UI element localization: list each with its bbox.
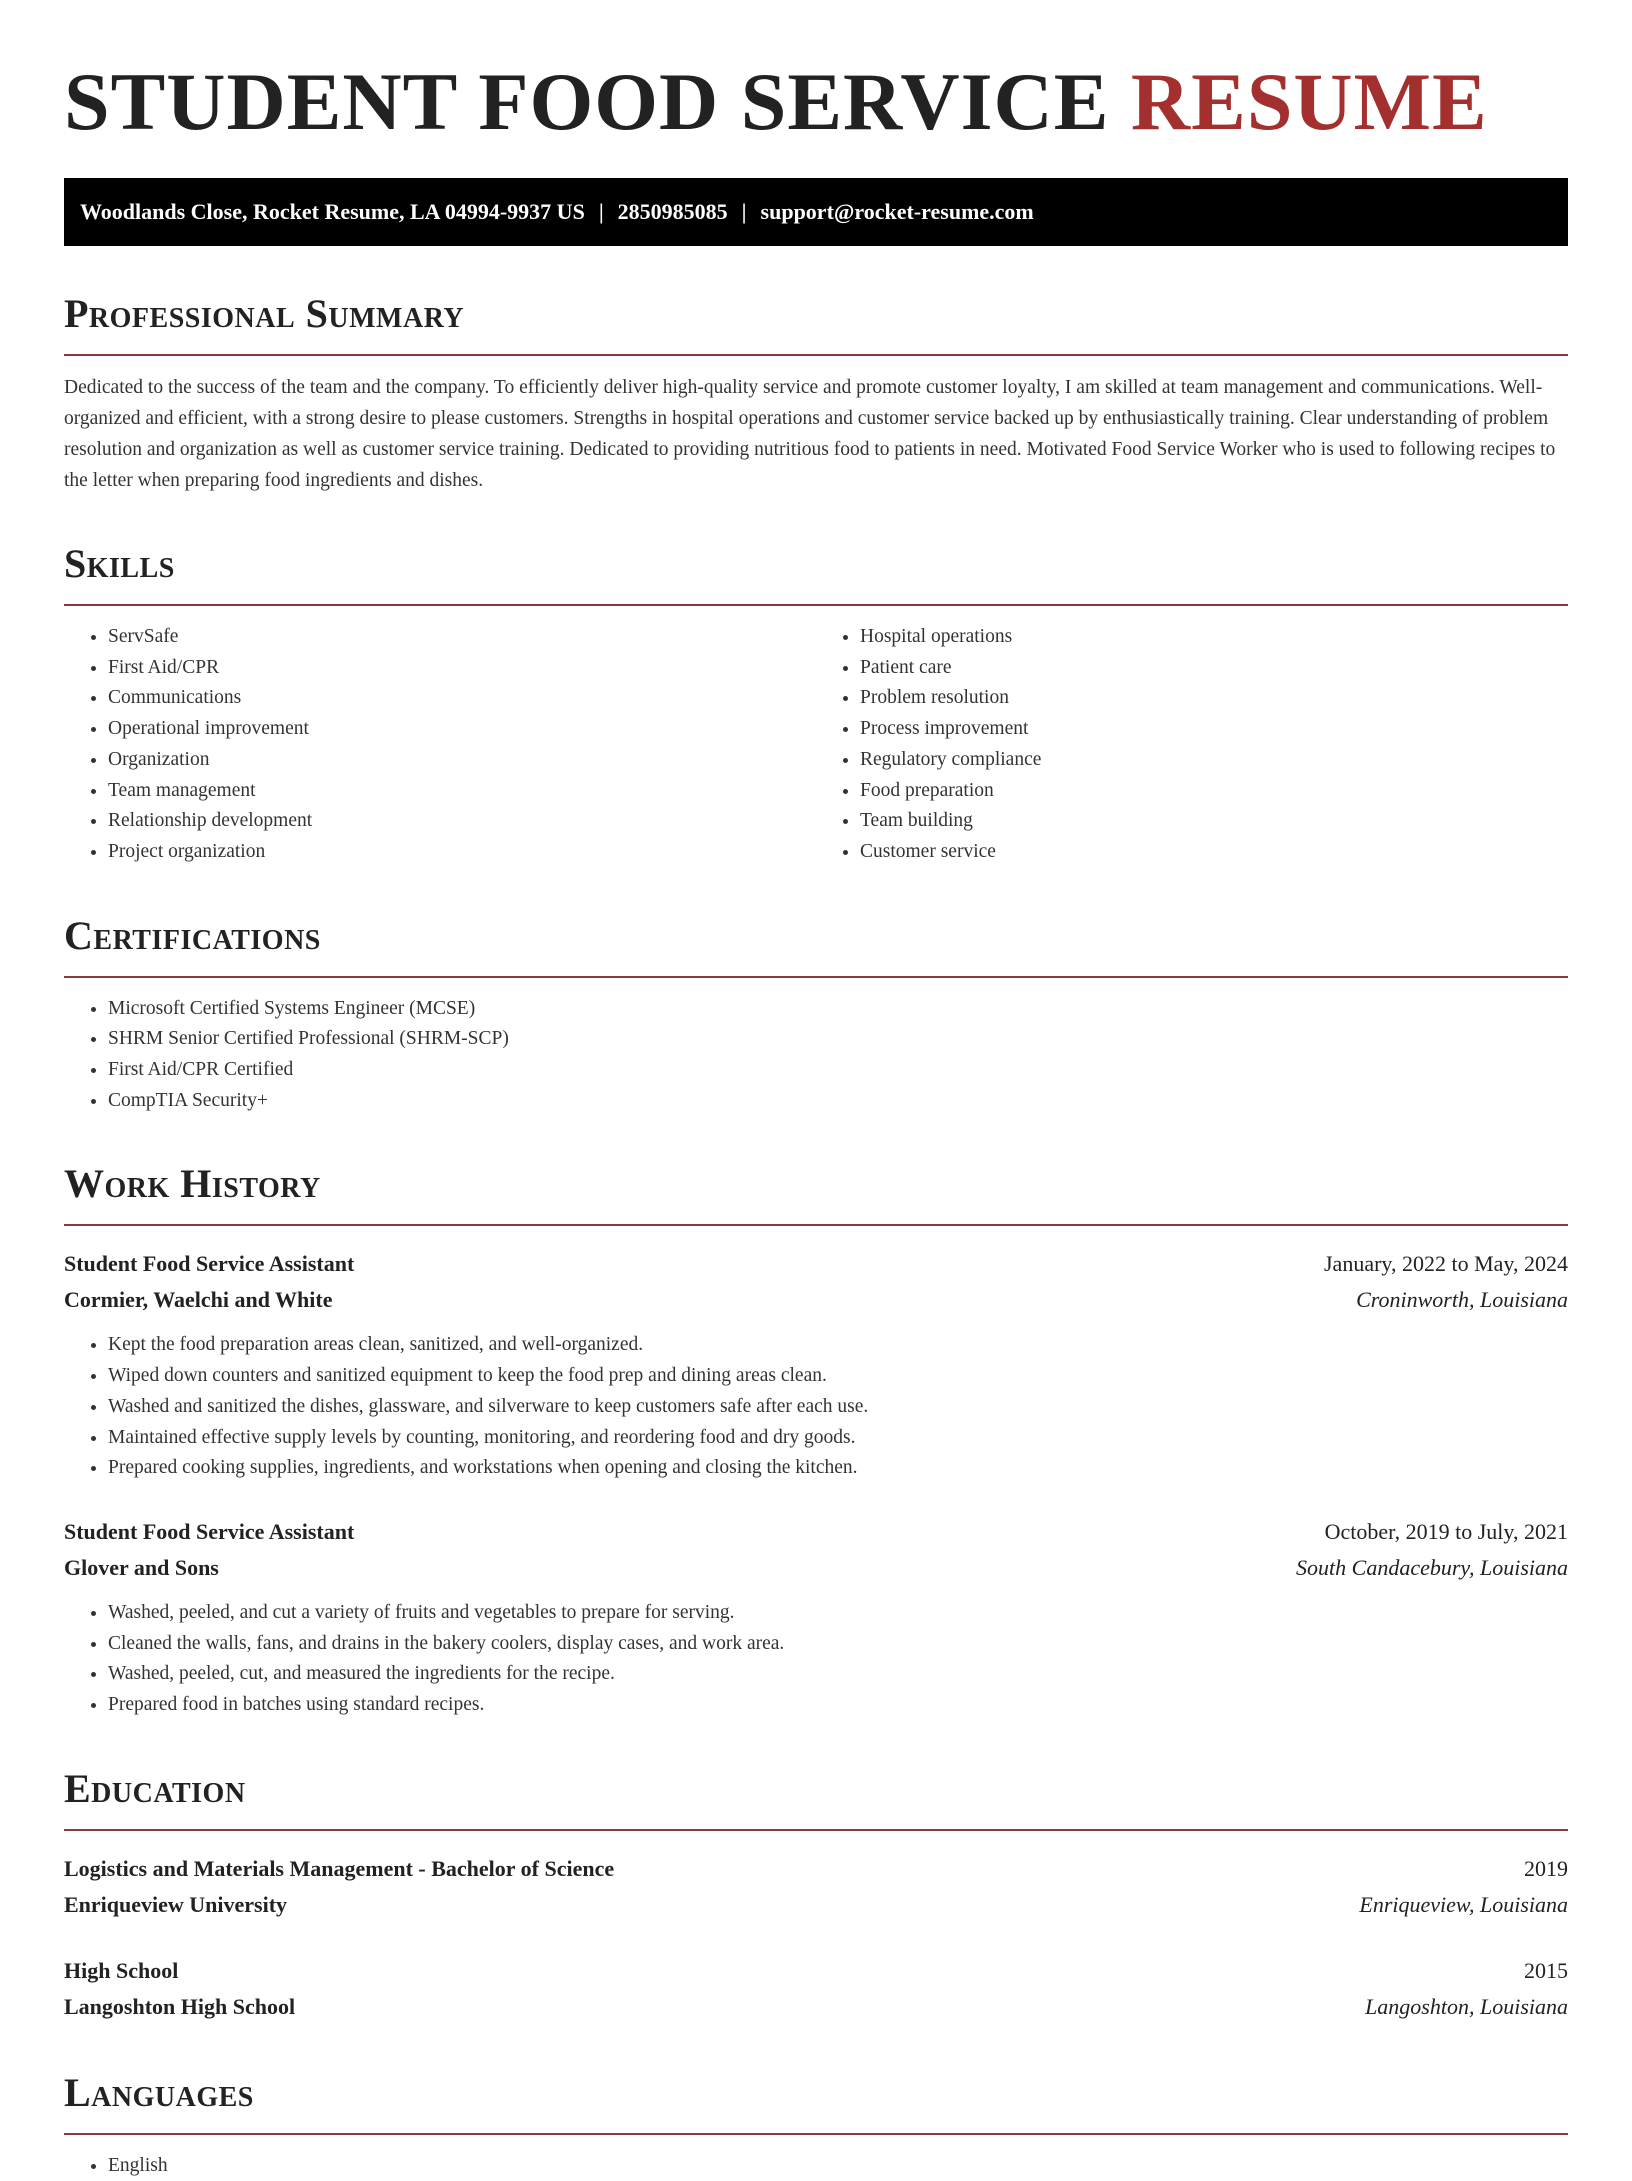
section-divider (64, 1829, 1568, 1831)
education-degree-row (64, 1953, 1568, 1989)
contact-email[interactable]: support@rocket-resume.com (760, 199, 1034, 224)
languages-list (64, 2151, 1568, 2181)
languages-heading: Languages (64, 2069, 254, 2115)
education-year: 2019 (1524, 1855, 1568, 1881)
skills-list (64, 606, 1568, 868)
skill-item: • Regulatory compliance (860, 745, 1568, 776)
skill-item: • Team building (860, 806, 1568, 837)
job-duty-item: • Kept the food preparation areas clean, sanitized, and well-organized. (108, 1330, 1568, 1361)
skill-item: • Problem resolution (860, 683, 1568, 714)
education-degree: High School (64, 1957, 179, 1983)
language-item: • English (108, 2151, 1568, 2181)
job-duties-list (64, 1598, 1568, 1721)
job-company: Cormier, Waelchi and White (64, 1287, 333, 1313)
job-duty-item: • Prepared cooking supplies, ingredients, and workstations when opening and closing the kitchen. (108, 1453, 1568, 1484)
contact-phone: 2850985085 (617, 199, 728, 224)
skill-item: • Organization (108, 745, 816, 776)
certification-item: • CompTIA Security+ (108, 1086, 1568, 1117)
skill-item: • Hospital operations (860, 622, 1568, 653)
education-school-row (64, 1887, 1568, 1923)
job-duty-item: • Maintained effective supply levels by counting, monitoring, and reordering food and dry goods. (108, 1423, 1568, 1454)
job-entry (64, 1246, 1568, 1484)
certifications-heading: Certifications (64, 912, 321, 958)
skill-item: • Relationship development (108, 806, 816, 837)
job-duty-item: • Washed, peeled, and cut a variety of fruits and vegetables to prepare for serving. (108, 1598, 1568, 1629)
skill-item: • Project organization (108, 837, 816, 868)
certification-item: • Microsoft Certified Systems Engineer (MCSE) (108, 994, 1568, 1025)
education-school: Langoshton High School (64, 1993, 296, 2019)
job-duty-item: • Washed, peeled, cut, and measured the ingredients for the recipe. (108, 1659, 1568, 1690)
job-company-row (64, 1282, 1568, 1318)
job-company-row (64, 1550, 1568, 1586)
job-title: Student Food Service Assistant (64, 1251, 355, 1277)
work-history-heading: Work History (64, 1161, 321, 1207)
skill-item: • Food preparation (860, 776, 1568, 807)
summary-text: Dedicated to the success of the team and the company. To efficiently deliver high-quality service and promote customer loyalty, I am skilled at team management and communications. Well-organized and efficient, with a strong desire to please customers. Strengths in hospital operations and customer service backed up by enthusiastically training. Clear understanding of problem resolution and organization as well as customer service training. Dedicated to providing nutritious food to patients in need. Motivated Food Service Worker who is used to following recipes to the letter when preparing food ingredients and dishes. (64, 377, 1556, 491)
skill-item: • Team management (108, 776, 816, 807)
skills-column-right (816, 622, 1568, 868)
certification-item: • SHRM Senior Certified Professional (SHRM-SCP) (108, 1024, 1568, 1055)
job-duty-item: • Wiped down counters and sanitized equipment to keep the food prep and dining areas clean. (108, 1361, 1568, 1392)
job-location: Croninworth, Louisiana (1356, 1287, 1568, 1313)
education-degree-row (64, 1851, 1568, 1887)
job-duty-item: • Prepared food in batches using standard recipes. (108, 1690, 1568, 1721)
job-dates: October, 2019 to July, 2021 (1324, 1518, 1568, 1544)
job-duty-item: • Cleaned the walls, fans, and drains in the bakery coolers, display cases, and work area. (108, 1629, 1568, 1660)
education-entry (64, 1851, 1568, 1923)
education-location: Enriqueview, Louisiana (1359, 1891, 1568, 1917)
education-year: 2015 (1524, 1957, 1568, 1983)
certification-item: • First Aid/CPR Certified (108, 1055, 1568, 1086)
job-header-row (64, 1246, 1568, 1282)
section-divider (64, 976, 1568, 978)
education-location: Langoshton, Louisiana (1365, 1993, 1568, 2019)
skill-item: • First Aid/CPR (108, 653, 816, 684)
job-duty-item: • Washed and sanitized the dishes, glassware, and silverware to keep customers safe after each use. (108, 1392, 1568, 1423)
job-location: South Candacebury, Louisiana (1296, 1554, 1568, 1580)
skill-item: • Operational improvement (108, 714, 816, 745)
education-school-row (64, 1989, 1568, 2025)
contact-separator: | (598, 199, 604, 224)
section-divider (64, 2133, 1568, 2135)
skills-heading: Skills (64, 541, 175, 586)
skill-item: • Customer service (860, 837, 1568, 868)
job-company: Glover and Sons (64, 1554, 219, 1580)
summary-heading: Professional Summary (64, 291, 465, 336)
skill-item: • Patient care (860, 653, 1568, 684)
job-duties-list (64, 1330, 1568, 1484)
skill-item: • ServSafe (108, 622, 816, 653)
skill-item: • Communications (108, 683, 816, 714)
section-divider (64, 1224, 1568, 1226)
education-heading: Education (64, 1765, 246, 1811)
resume-title (64, 52, 1568, 152)
job-dates: January, 2022 to May, 2024 (1324, 1251, 1568, 1277)
education-entry (64, 1953, 1568, 2025)
job-entry (64, 1514, 1568, 1721)
section-divider (64, 354, 1568, 356)
contact-separator: | (741, 199, 747, 224)
certifications-list (64, 994, 1568, 1117)
contact-address: Woodlands Close, Rocket Resume, LA 04994-9937 US (80, 199, 585, 224)
job-header-row (64, 1514, 1568, 1550)
title-accent: RESUME (1130, 56, 1488, 147)
title-main: STUDENT FOOD SERVICE (64, 56, 1110, 147)
education-school: Enriqueview University (64, 1891, 288, 1917)
skill-item: • Process improvement (860, 714, 1568, 745)
contact-bar (64, 178, 1568, 246)
education-degree: Logistics and Materials Management - Bachelor of Science (64, 1855, 615, 1881)
skills-column-left (64, 622, 816, 868)
job-title: Student Food Service Assistant (64, 1518, 355, 1544)
